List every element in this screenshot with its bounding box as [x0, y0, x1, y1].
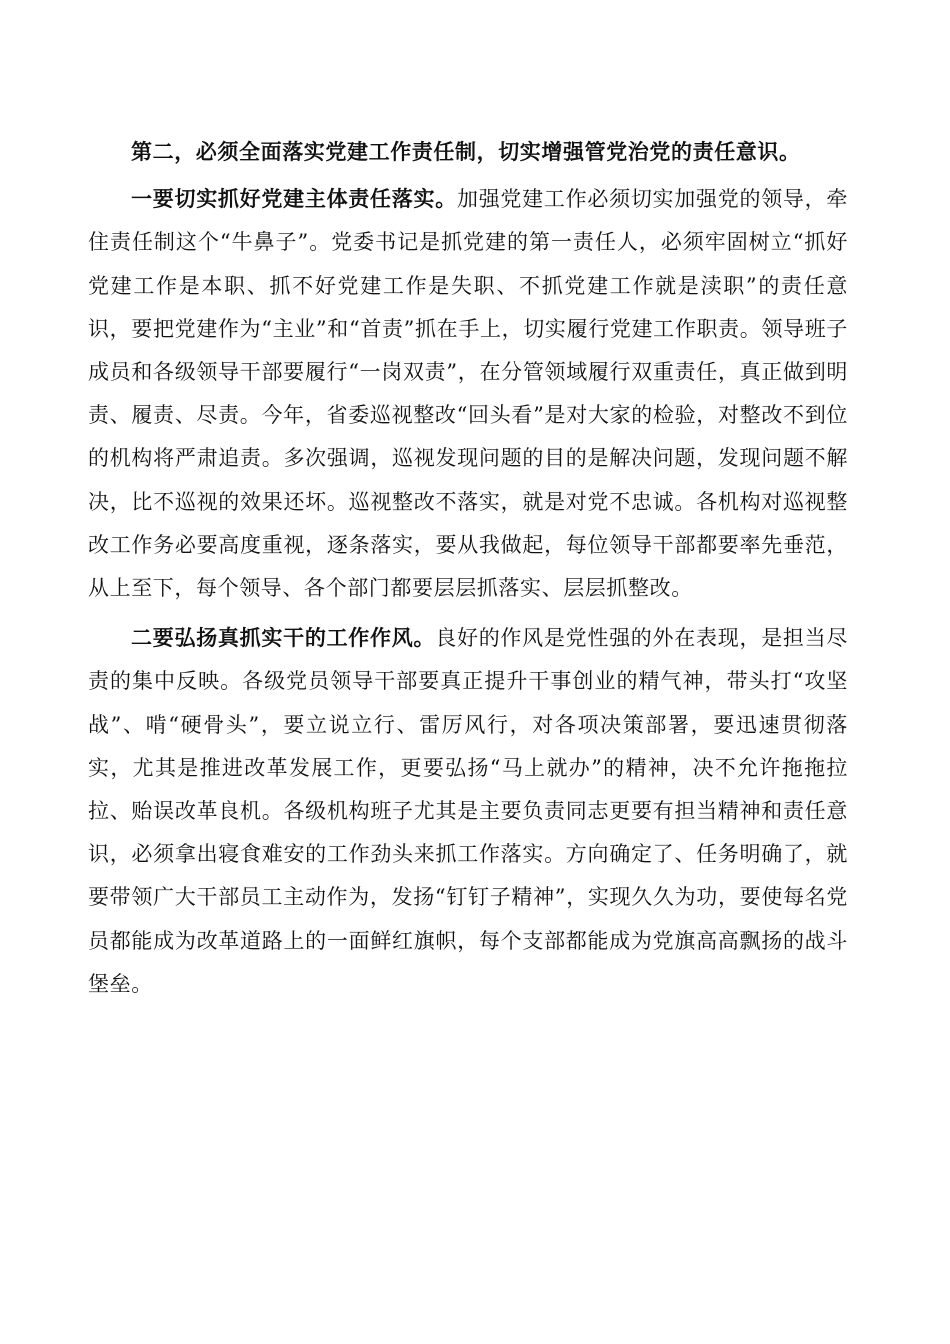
paragraph-2 [88, 616, 848, 1006]
paragraph-2-body: 良好的作风是党性强的外在表现，是担当尽责的集中反映。各级党员领导干部要真正提升干事创业的精气神，带头打“攻坚战”、啃“硬骨头”，要立说立行、雷厉风行，对各项决策部署，要迅速贯彻落实，尤其是推进改革发展工作，更要弘扬“马上就办”的精神，决不允许拖拖拉拉、贻误改革良机。各级机构班子尤其是主要负责同志更要有担当精神和责任意识，必须拿出寝食难安的工作劲头来抓工作落实。方向确定了、任务明确了，就要带领广大干部员工主动作为，发扬“钉钉子精神”，实现久久为功，要使每名党员都能成为改革道路上的一面鲜红旗帜，每个支部都能成为党旗高高飘扬的战斗堡垒。 [88, 626, 848, 996]
paragraph-1-lead: 一要切实抓好党建主体责任落实。 [131, 186, 457, 212]
section-heading: 第二，必须全面落实党建工作责任制，切实增强管党治党的责任意识。 [131, 139, 801, 164]
paragraph-1 [88, 177, 848, 610]
paragraph-1-body: 加强党建工作必须切实加强党的领导，牵住责任制这个“牛鼻子”。党委书记是抓党建的第一责任人，必须牢固树立“抓好党建工作是本职、抓不好党建工作是失职、不抓党建工作就是渎职”的责任意识，要把党建作为“主业”和“首责”抓在手上，切实履行党建工作职责。领导班子成员和各级领导干部要履行“一岗双责”，在分管领域履行双重责任，真正做到明责、履责、尽责。今年，省委巡视整改“回头看”是对大家的检验，对整改不到位的机构将严肃追责。多次强调，巡视发现问题的目的是解决问题，发现问题不解决，比不巡视的效果还坏。巡视整改不落实，就是对党不忠诚。各机构对巡视整改工作务必要高度重视，逐条落实，要从我做起，每位领导干部都要率先垂范，从上至下，每个领导、各个部门都要层层抓落实、层层抓整改。 [88, 187, 848, 601]
document-body [88, 130, 848, 1012]
paragraph-2-lead: 二要弘扬真抓实干的工作作风。 [131, 625, 436, 651]
